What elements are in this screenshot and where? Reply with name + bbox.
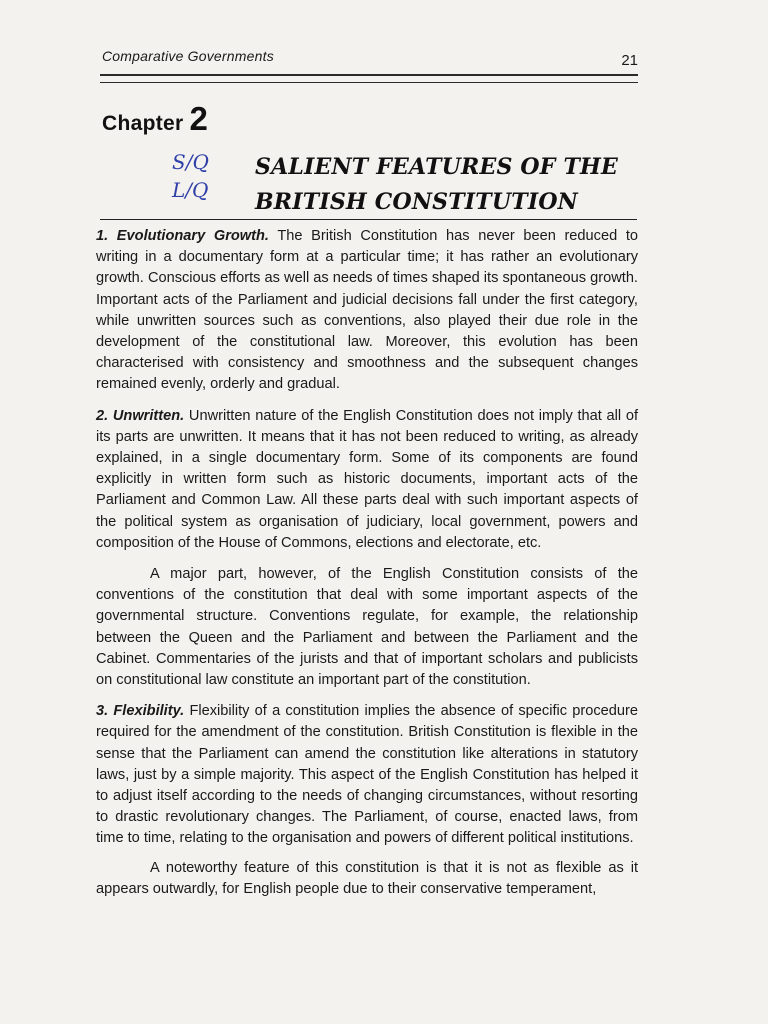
paragraph-unwritten bbox=[96, 406, 638, 554]
paragraph-text: Flexibility of a constitution implies the absence of specific procedure required for the amendment of the constitution. British Constitution is flexible in the sense that the Parliament can amend the constitution like alterations in statutory laws, just by a simple majority. This aspect of the English Constitution has helped it to adjust itself according to the needs of changing circumstances, without resorting to drastic revolutionary changes. The Parliament, of course, enacted laws, from time to time, relating to the organisation and powers of different political institutions. bbox=[96, 703, 638, 847]
body-text bbox=[96, 226, 638, 900]
header-rule bbox=[100, 74, 638, 83]
paragraph-text: A noteworthy feature of this constitution is that it is not as flexible as it appears outwardly, for English people due to their conservative temperament, bbox=[96, 859, 638, 897]
paragraph-text: The British Constitution has never been reduced to writing in a documentary form at a particular time; it has rather an evolutionary growth. Conscious efforts as well as needs of times shaped its spontaneous growth. Important acts of the Parliament and judicial decisions fall under the first category, while unwritten sources such as conventions, also played their due role in the development of the constitutional law. Moreover, this evolution has been characterised with consistency and smoothness and the subsequent changes remained evenly, orderly and gradual. bbox=[96, 228, 638, 393]
handwritten-note-line2: L/Q bbox=[172, 178, 209, 202]
paragraph-text: A major part, however, of the English Constitution consists of the conventions of the constitution that deal with some important aspects of the governmental structure. Conventions regulate, for example, the relationship between the Queen and the Parliament and between the Parliament and the Cabinet. Commentaries of the jurists and that of important scholars and publicists on constitutional law constitute an important part of the constitution. bbox=[96, 566, 638, 689]
paragraph-noteworthy-feature bbox=[96, 858, 638, 900]
page-number: 21 bbox=[621, 52, 638, 69]
section-heading: 3. Flexibility. bbox=[96, 703, 185, 720]
book-title: Comparative Governments bbox=[102, 48, 274, 64]
chapter-label bbox=[102, 100, 208, 138]
chapter-word: Chapter bbox=[102, 112, 184, 135]
paragraph-conventions bbox=[96, 564, 638, 691]
section-heading: 1. Evolutionary Growth. bbox=[96, 228, 269, 244]
paragraph-text: Unwritten nature of the English Constitution does not imply that all of its parts are unwritten. It means that it has not been reduced to writing, as already explained, in a single documentary form. Some of its components are found explicitly in written form such as historic documents, important acts of the Parliament and Common Law. All these parts deal with such important aspects of the political system as organisation of judiciary, local government, powers and composition of the House of Commons, elections and electorate, etc. bbox=[96, 407, 638, 551]
paragraph-evolutionary-growth bbox=[96, 226, 638, 396]
title-rule bbox=[100, 219, 637, 220]
chapter-title-line1: SALIENT FEATURES OF THE bbox=[255, 154, 619, 180]
chapter-title bbox=[255, 150, 618, 220]
chapter-number: 2 bbox=[189, 100, 208, 137]
section-heading: 2. Unwritten. bbox=[96, 407, 185, 424]
running-header bbox=[102, 48, 638, 74]
handwritten-note-line1: S/Q bbox=[172, 150, 209, 174]
paragraph-flexibility bbox=[96, 701, 638, 849]
chapter-title-line2: BRITISH CONSTITUTION bbox=[255, 189, 578, 215]
handwritten-note bbox=[172, 148, 209, 204]
